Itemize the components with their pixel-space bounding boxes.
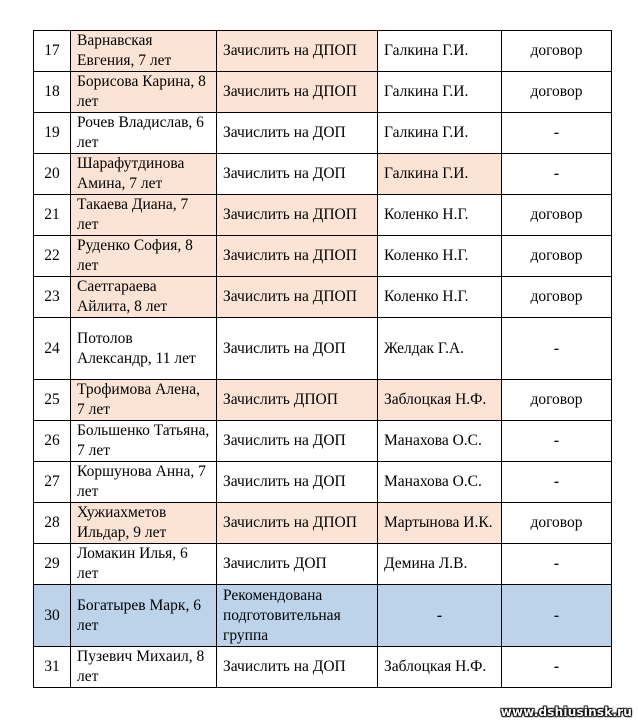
decision: Зачислить на ДПОП [217,503,378,544]
teacher: Коленко Н.Г. [378,236,502,277]
decision: Зачислить на ДОП [217,421,378,462]
table-row [34,277,612,318]
table-row [34,195,612,236]
decision: Рекомендована подготовительная группа [217,585,378,647]
student-name: Богатырев Марк, 6 лет [71,585,217,647]
table-row [34,647,612,688]
table-row [34,544,612,585]
decision: Зачислить ДПОП [217,380,378,421]
student-name: Хужиахметов Ильдар, 9 лет [71,503,217,544]
student-name: Саетгараева Айлита, 8 лет [71,277,217,318]
table-row [34,72,612,113]
payment-status: - [502,462,612,503]
payment-status: - [502,421,612,462]
decision: Зачислить на ДОП [217,647,378,688]
student-name: Варнавская Евгения, 7 лет [71,31,217,72]
teacher: Манахова О.С. [378,462,502,503]
student-name: Руденко София, 8 лет [71,236,217,277]
table-row [34,318,612,380]
row-number: 26 [34,421,71,462]
teacher: Коленко Н.Г. [378,277,502,318]
table-row [34,380,612,421]
teacher: Мартынова И.К. [378,503,502,544]
payment-status: договор [502,236,612,277]
payment-status: договор [502,195,612,236]
table-row [34,585,612,647]
table-row [34,236,612,277]
table-row [34,31,612,72]
teacher: Галкина Г.И. [378,31,502,72]
row-number: 21 [34,195,71,236]
row-number: 31 [34,647,71,688]
decision: Зачислить на ДПОП [217,277,378,318]
table-row [34,154,612,195]
decision: Зачислить на ДОП [217,318,378,380]
row-number: 29 [34,544,71,585]
row-number: 23 [34,277,71,318]
student-name: Рочев Владислав, 6 лет [71,113,217,154]
payment-status: договор [502,31,612,72]
row-number: 22 [34,236,71,277]
student-name: Пузевич Михаил, 8 лет [71,647,217,688]
row-number: 19 [34,113,71,154]
decision: Зачислить на ДПОП [217,31,378,72]
table-row [34,113,612,154]
teacher: Галкина Г.И. [378,154,502,195]
teacher: Демина Л.В. [378,544,502,585]
row-number: 17 [34,31,71,72]
teacher: Манахова О.С. [378,421,502,462]
teacher: Галкина Г.И. [378,72,502,113]
decision: Зачислить на ДОП [217,462,378,503]
teacher: Заблоцкая Н.Ф. [378,380,502,421]
payment-status: - [502,318,612,380]
student-name: Коршунова Анна, 7 лет [71,462,217,503]
row-number: 28 [34,503,71,544]
payment-status: - [502,154,612,195]
table-row [34,462,612,503]
payment-status: - [502,113,612,154]
payment-status: - [502,647,612,688]
decision: Зачислить ДОП [217,544,378,585]
enrollment-table [33,30,612,688]
row-number: 24 [34,318,71,380]
decision: Зачислить на ДОП [217,154,378,195]
decision: Зачислить на ДПОП [217,72,378,113]
teacher: Заблоцкая Н.Ф. [378,647,502,688]
teacher: Желдак Г.А. [378,318,502,380]
payment-status: - [502,544,612,585]
student-name: Шарафутдинова Амина, 7 лет [71,154,217,195]
payment-status: договор [502,72,612,113]
row-number: 18 [34,72,71,113]
table-row [34,503,612,544]
student-name: Ломакин Илья, 6 лет [71,544,217,585]
payment-status: договор [502,380,612,421]
teacher: Галкина Г.И. [378,113,502,154]
decision: Зачислить на ДПОП [217,195,378,236]
row-number: 25 [34,380,71,421]
student-name: Большенко Татьяна, 7 лет [71,421,217,462]
site-watermark: www.dshiusinsk.ru [500,705,632,719]
student-name: Потолов Александр, 11 лет [71,318,217,380]
teacher: Коленко Н.Г. [378,195,502,236]
row-number: 20 [34,154,71,195]
decision: Зачислить на ДОП [217,113,378,154]
payment-status: договор [502,503,612,544]
table-row [34,421,612,462]
row-number: 30 [34,585,71,647]
payment-status: - [502,585,612,647]
decision: Зачислить на ДПОП [217,236,378,277]
payment-status: договор [502,277,612,318]
student-name: Такаева Диана, 7 лет [71,195,217,236]
student-name: Трофимова Алена, 7 лет [71,380,217,421]
student-name: Борисова Карина, 8 лет [71,72,217,113]
row-number: 27 [34,462,71,503]
teacher: - [378,585,502,647]
